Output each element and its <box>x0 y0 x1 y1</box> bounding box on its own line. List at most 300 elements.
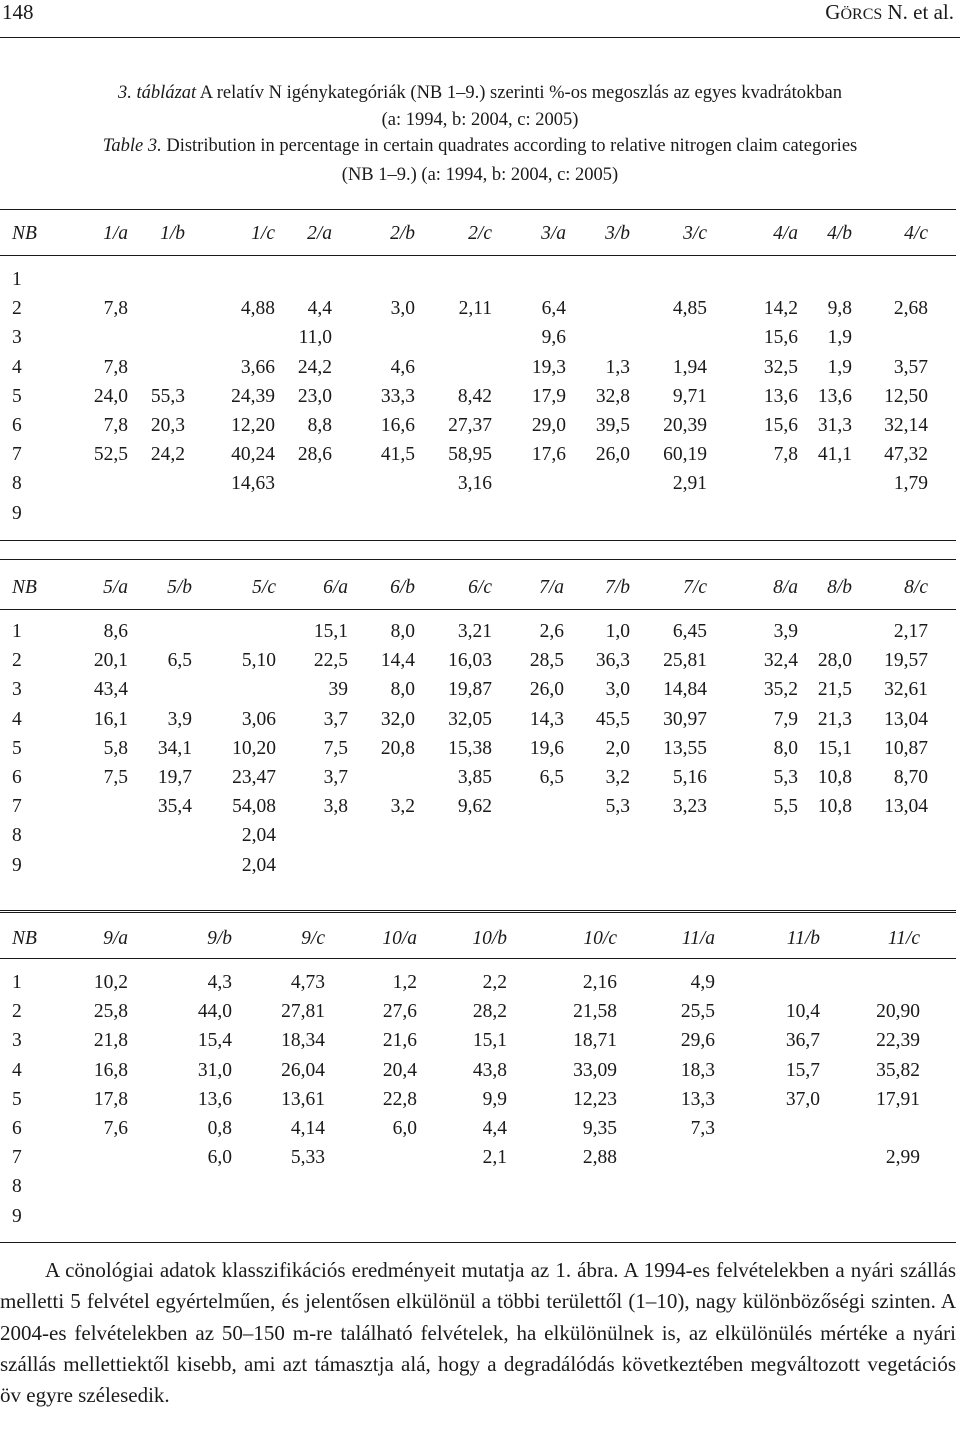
column-header: 1/a <box>103 223 128 244</box>
row-label: 4 <box>12 708 22 730</box>
column-header: NB <box>12 928 37 949</box>
table-row <box>0 796 956 825</box>
table-cell: 24,2 <box>150 444 185 466</box>
table-row <box>0 709 956 738</box>
table-row <box>0 1060 956 1089</box>
table-cell: 20,39 <box>663 415 707 436</box>
table-cell: 18,71 <box>573 1030 617 1052</box>
table-cell: 21,58 <box>573 1001 617 1023</box>
table-cell: 7,8 <box>103 298 128 320</box>
table-cell: 9,62 <box>457 796 492 818</box>
table-row <box>0 503 956 532</box>
table-cell: 10,8 <box>817 796 852 818</box>
table-cell: 15,6 <box>763 415 798 436</box>
table-cell: 3,21 <box>457 621 492 642</box>
table-cell: 19,7 <box>157 767 192 788</box>
table-cell: 58,95 <box>448 444 492 466</box>
row-label: 2 <box>12 298 22 320</box>
table-cell: 2,04 <box>241 825 276 847</box>
table-row <box>0 386 956 415</box>
table-cell: 31,3 <box>817 415 852 436</box>
table-cell: 33,3 <box>380 385 415 407</box>
table-row <box>0 269 956 298</box>
table-cell: 27,81 <box>281 1001 325 1023</box>
table-cell: 6,0 <box>392 1118 417 1139</box>
table-row <box>0 1147 956 1176</box>
table-cell: 35,2 <box>763 679 798 701</box>
table-cell: 3,57 <box>893 356 928 378</box>
table-cell: 19,57 <box>884 650 928 672</box>
table-cell: 20,4 <box>382 1059 417 1081</box>
table-cell: 13,04 <box>884 708 928 730</box>
table-row <box>0 357 956 386</box>
table-cell: 15,6 <box>763 327 798 349</box>
table-cell: 13,3 <box>680 1088 715 1110</box>
table-cell: 8,70 <box>893 767 928 788</box>
table-row <box>0 1206 956 1235</box>
row-label: 1 <box>12 621 22 642</box>
column-header: 4/c <box>904 223 928 244</box>
column-header: 7/b <box>605 577 630 598</box>
column-header: 8/b <box>827 577 852 598</box>
running-head-rest: N. et al. <box>882 0 954 24</box>
table-cell: 4,9 <box>690 972 715 993</box>
table-cell: 55,3 <box>150 385 185 407</box>
column-header: 3/c <box>683 223 707 244</box>
table-cell: 2,99 <box>885 1147 920 1169</box>
table-cell: 41,1 <box>817 444 852 466</box>
table-row <box>0 1001 956 1030</box>
table-cell: 32,5 <box>763 356 798 378</box>
table-cell: 16,8 <box>93 1059 128 1081</box>
table-row <box>0 1030 956 1059</box>
row-label: 7 <box>12 1147 22 1169</box>
running-head-small-caps: ÖRCS <box>840 6 883 23</box>
table-row <box>0 444 956 473</box>
table-cell: 19,87 <box>448 679 492 701</box>
table-cell: 7,8 <box>773 444 798 466</box>
table-cell: 3,7 <box>323 767 348 788</box>
table-cell: 28,5 <box>529 650 564 672</box>
table-cell: 25,5 <box>680 1001 715 1023</box>
table-cell: 4,14 <box>290 1118 325 1139</box>
column-header: 11/b <box>786 928 820 949</box>
table-header-row <box>0 577 956 605</box>
table-cell: 14,3 <box>529 708 564 730</box>
table-cell: 34,1 <box>157 737 192 759</box>
table-bottom-rule <box>0 1242 956 1243</box>
page-header <box>0 0 960 28</box>
row-label: 3 <box>12 679 22 701</box>
table-cell: 16,03 <box>448 650 492 672</box>
table-cell: 4,73 <box>290 972 325 993</box>
table-cell: 13,6 <box>763 385 798 407</box>
table-cell: 16,6 <box>380 415 415 436</box>
table-cell: 28,0 <box>817 650 852 672</box>
column-header: 5/b <box>167 577 192 598</box>
table-cell: 1,9 <box>827 356 852 378</box>
table-cell: 9,9 <box>482 1088 507 1110</box>
table-cell: 15,1 <box>472 1030 507 1052</box>
table-row <box>0 738 956 767</box>
table-cell: 3,06 <box>241 708 276 730</box>
table-cell: 15,7 <box>785 1059 820 1081</box>
table-cell: 10,8 <box>817 767 852 788</box>
table-cell: 12,23 <box>573 1088 617 1110</box>
table-cell: 11,0 <box>298 327 332 349</box>
table-cell: 20,8 <box>380 737 415 759</box>
table-row <box>0 1089 956 1118</box>
table-cell: 2,11 <box>458 298 492 320</box>
table-cell: 13,6 <box>817 385 852 407</box>
table-cell: 2,17 <box>893 621 928 642</box>
table-cell: 16,1 <box>93 708 128 730</box>
row-label: 3 <box>12 1030 22 1052</box>
table-cell: 14,2 <box>763 298 798 320</box>
table-cell: 12,20 <box>231 415 275 436</box>
table-cell: 27,6 <box>382 1001 417 1023</box>
table-cell: 8,42 <box>457 385 492 407</box>
table-row <box>0 767 956 796</box>
table-cell: 20,90 <box>876 1001 920 1023</box>
table-cell: 2,91 <box>672 473 707 495</box>
row-label: 8 <box>12 473 22 495</box>
caption-en-text: Distribution in percentage in certain quadrates according to relative nitrogen claim categories <box>161 136 858 156</box>
table-cell: 9,6 <box>541 327 566 349</box>
table-cell: 9,8 <box>827 298 852 320</box>
table-cell: 45,5 <box>595 708 630 730</box>
table-cell: 27,37 <box>448 415 492 436</box>
table-cell: 22,39 <box>876 1030 920 1052</box>
table-cell: 3,16 <box>457 473 492 495</box>
table-cell: 3,2 <box>390 796 415 818</box>
column-header: 7/c <box>683 577 707 598</box>
table-cell: 4,85 <box>672 298 707 320</box>
table-row <box>0 825 956 854</box>
table-cell: 47,32 <box>884 444 928 466</box>
column-header: 4/a <box>773 223 798 244</box>
table-cell: 8,0 <box>390 679 415 701</box>
table-cell: 4,6 <box>390 356 415 378</box>
table-cell: 4,88 <box>240 298 275 320</box>
column-header: 10/a <box>382 928 417 949</box>
table-header-rule <box>0 609 956 610</box>
table-cell: 32,14 <box>884 415 928 436</box>
table-header-row <box>0 223 956 251</box>
table-row <box>0 298 956 327</box>
row-label: 9 <box>12 854 22 876</box>
table-cell: 1,9 <box>827 327 852 349</box>
table-row <box>0 679 956 708</box>
table-cell: 5,5 <box>773 796 798 818</box>
table-cell: 1,2 <box>392 972 417 993</box>
table-row <box>0 621 956 650</box>
table-header-rule <box>0 255 956 256</box>
column-header: 5/c <box>252 577 276 598</box>
column-header: 10/b <box>472 928 507 949</box>
table-cell: 21,5 <box>817 679 852 701</box>
caption-en-label: Table 3. <box>102 136 162 156</box>
table-caption-en <box>0 133 960 160</box>
table-row <box>0 855 956 884</box>
table-cell: 19,3 <box>531 356 566 378</box>
table-cell: 32,4 <box>763 650 798 672</box>
column-header: 4/b <box>827 223 852 244</box>
table-cell: 9,71 <box>672 385 707 407</box>
table-cell: 18,3 <box>680 1059 715 1081</box>
row-label: 8 <box>12 1176 22 1198</box>
table-cell: 5,10 <box>241 650 276 672</box>
column-header: 2/c <box>468 223 492 244</box>
header-rule <box>0 37 960 38</box>
table-cell: 14,4 <box>380 650 415 672</box>
row-label: 7 <box>12 444 22 466</box>
table-cell: 30,97 <box>663 708 707 730</box>
body-paragraph: A cönológiai adatok klasszifikációs eredményeit mutatja az 1. ábra. A 1994-es felvételekben a nyári szállás melletti 5 felvétel egyértelműen, és jelentősen elkülönül a többi területtől (1–10), nagy különbözőségi szinten. A 2004-es felvételekben az 50–150 m-re található felvételek, ha elkülönülnek is, az elkülönülés mértéke a nyári szállás mellettiektől kisebb, ami azt támasztja alá, hogy a degradálódás következtében megváltozott vegetációs öv egyre szélesedik. <box>0 1258 956 1408</box>
column-header: 9/a <box>103 928 128 949</box>
table-cell: 10,2 <box>93 972 128 993</box>
table-cell: 40,24 <box>231 444 275 466</box>
table-row <box>0 1118 956 1147</box>
table-cell: 21,6 <box>382 1030 417 1052</box>
table-cell: 10,20 <box>232 737 276 759</box>
table-cell: 17,6 <box>531 444 566 466</box>
running-head-initial: G <box>825 0 841 24</box>
table-cell: 15,1 <box>313 621 348 642</box>
column-header: 7/a <box>539 577 564 598</box>
table-cell: 4,3 <box>207 972 232 993</box>
table-cell: 18,34 <box>281 1030 325 1052</box>
table-cell: 3,0 <box>390 298 415 320</box>
table-cell: 44,0 <box>197 1001 232 1023</box>
table-cell: 5,33 <box>290 1147 325 1169</box>
table-cell: 36,7 <box>785 1030 820 1052</box>
table-cell: 24,2 <box>297 356 332 378</box>
column-header: 6/a <box>323 577 348 598</box>
table-cell: 32,0 <box>380 708 415 730</box>
table-top-rule <box>0 209 956 210</box>
table-cell: 39 <box>328 679 348 701</box>
table-cell: 21,3 <box>817 708 852 730</box>
running-head <box>825 0 954 25</box>
table-top-rule <box>0 912 956 913</box>
table-cell: 17,8 <box>93 1088 128 1110</box>
table-cell: 2,2 <box>482 972 507 993</box>
table-cell: 24,0 <box>93 385 128 407</box>
column-header: 6/c <box>468 577 492 598</box>
row-label: 2 <box>12 650 22 672</box>
table-cell: 52,5 <box>93 444 128 466</box>
table-row <box>0 473 956 502</box>
table-cell: 7,8 <box>103 356 128 378</box>
table-cell: 2,68 <box>893 298 928 320</box>
table-cell: 3,7 <box>323 708 348 730</box>
table-cell: 2,04 <box>241 854 276 876</box>
table-cell: 3,9 <box>167 708 192 730</box>
table-cell: 7,9 <box>773 708 798 730</box>
table-cell: 20,1 <box>93 650 128 672</box>
table-cell: 12,50 <box>884 385 928 407</box>
column-header: 3/b <box>605 223 630 244</box>
table-cell: 2,6 <box>539 621 564 642</box>
table-cell: 54,08 <box>232 796 276 818</box>
table-cell: 9,35 <box>582 1118 617 1139</box>
row-label: 1 <box>12 972 22 993</box>
row-label: 5 <box>12 1088 22 1110</box>
table-cell: 8,6 <box>103 621 128 642</box>
table-cell: 3,66 <box>240 356 275 378</box>
table-cell: 32,8 <box>595 385 630 407</box>
row-label: 3 <box>12 327 22 349</box>
caption-hu-text2: (a: 1994, b: 2004, c: 2005) <box>381 110 579 130</box>
row-label: 5 <box>12 737 22 759</box>
row-label: 9 <box>12 502 22 524</box>
row-label: 5 <box>12 385 22 407</box>
table-cell: 8,8 <box>307 415 332 436</box>
table-cell: 10,4 <box>785 1001 820 1023</box>
table-cell: 3,0 <box>605 679 630 701</box>
table-cell: 1,3 <box>605 356 630 378</box>
table-cell: 26,04 <box>281 1059 325 1081</box>
table-cell: 32,61 <box>884 679 928 701</box>
table-cell: 14,63 <box>231 473 275 495</box>
table-cell: 2,16 <box>582 972 617 993</box>
table-cell: 3,8 <box>323 796 348 818</box>
table-cell: 23,47 <box>232 767 276 788</box>
table-cell: 43,4 <box>93 679 128 701</box>
table-row <box>0 972 956 1001</box>
column-header: NB <box>12 577 37 598</box>
table-cell: 19,6 <box>529 737 564 759</box>
row-label: 2 <box>12 1001 22 1023</box>
column-header: 9/c <box>301 928 325 949</box>
table-block-1 <box>0 209 956 541</box>
table-cell: 0,8 <box>207 1118 232 1139</box>
table-caption-en-line2 <box>0 162 960 189</box>
table-cell: 15,1 <box>817 737 852 759</box>
table-header-rule <box>0 958 956 959</box>
table-block-2 <box>0 559 956 891</box>
table-cell: 2,0 <box>605 737 630 759</box>
table-cell: 5,8 <box>103 737 128 759</box>
caption-hu-label: 3. táblázat <box>118 83 197 103</box>
row-label: 1 <box>12 269 22 290</box>
caption-hu-text: A relatív N igénykategóriák (NB 1–9.) szerinti %-os megoszlás az egyes kvadrátokban <box>196 83 842 103</box>
row-label: 4 <box>12 1059 22 1081</box>
table-cell: 25,81 <box>663 650 707 672</box>
table-cell: 20,3 <box>150 415 185 436</box>
table-cell: 7,8 <box>103 415 128 436</box>
table-cell: 1,94 <box>672 356 707 378</box>
column-header: 2/b <box>390 223 415 244</box>
table-row <box>0 1176 956 1205</box>
table-cell: 31,0 <box>197 1059 232 1081</box>
table-cell: 8,0 <box>773 737 798 759</box>
table-cell: 3,23 <box>672 796 707 818</box>
column-header: 5/a <box>103 577 128 598</box>
table-cell: 15,38 <box>448 737 492 759</box>
table-cell: 7,5 <box>323 737 348 759</box>
column-header: 8/c <box>904 577 928 598</box>
table-cell: 41,5 <box>380 444 415 466</box>
table-cell: 32,05 <box>448 708 492 730</box>
column-header: 11/c <box>887 928 920 949</box>
row-label: 9 <box>12 1205 22 1227</box>
table-cell: 33,09 <box>573 1059 617 1081</box>
table-cell: 28,2 <box>472 1001 507 1023</box>
table-bottom-rule <box>0 910 956 911</box>
table-cell: 13,6 <box>197 1088 232 1110</box>
table-cell: 6,0 <box>207 1147 232 1169</box>
table-cell: 3,85 <box>457 767 492 788</box>
column-header: 1/b <box>160 223 185 244</box>
row-label: 8 <box>12 825 22 847</box>
table-cell: 43,8 <box>472 1059 507 1081</box>
table-cell: 13,04 <box>884 796 928 818</box>
row-label: 6 <box>12 415 22 436</box>
table-cell: 26,0 <box>529 679 564 701</box>
table-cell: 6,5 <box>539 767 564 788</box>
column-header: 9/b <box>207 928 232 949</box>
table-cell: 35,4 <box>157 796 192 818</box>
table-cell: 29,0 <box>531 415 566 436</box>
table-bottom-rule <box>0 540 956 541</box>
column-header: 11/a <box>681 928 715 949</box>
table-cell: 28,6 <box>297 444 332 466</box>
table-row <box>0 650 956 679</box>
table-cell: 39,5 <box>595 415 630 436</box>
table-cell: 6,4 <box>541 298 566 320</box>
table-cell: 1,79 <box>893 473 928 495</box>
table-cell: 4,4 <box>307 298 332 320</box>
table-cell: 17,91 <box>876 1088 920 1110</box>
caption-en-text2: (NB 1–9.) (a: 1994, b: 2004, c: 2005) <box>341 165 619 185</box>
table-cell: 5,3 <box>605 796 630 818</box>
table-cell: 24,39 <box>231 385 275 407</box>
table-cell: 7,5 <box>103 767 128 788</box>
page-number: 148 <box>2 0 34 24</box>
table-cell: 22,8 <box>382 1088 417 1110</box>
table-cell: 21,8 <box>93 1030 128 1052</box>
column-header: 2/a <box>307 223 332 244</box>
row-label: 6 <box>12 767 22 788</box>
table-row <box>0 327 956 356</box>
table-cell: 3,2 <box>605 767 630 788</box>
table-cell: 7,3 <box>690 1118 715 1139</box>
table-cell: 4,4 <box>482 1118 507 1139</box>
table-cell: 22,5 <box>313 650 348 672</box>
table-cell: 5,16 <box>672 767 707 788</box>
table-block-3 <box>0 912 956 1244</box>
table-cell: 6,5 <box>167 650 192 672</box>
table-cell: 6,45 <box>672 621 707 642</box>
table-cell: 14,84 <box>663 679 707 701</box>
table-cell: 7,6 <box>103 1118 128 1139</box>
column-header: NB <box>12 223 37 244</box>
table-cell: 2,88 <box>582 1147 617 1169</box>
table-cell: 29,6 <box>680 1030 715 1052</box>
table-caption-hu-line2 <box>0 107 960 134</box>
column-header: 8/a <box>773 577 798 598</box>
table-cell: 37,0 <box>785 1088 820 1110</box>
table-caption-hu <box>0 80 960 107</box>
table-header-row <box>0 928 956 956</box>
table-cell: 17,9 <box>531 385 566 407</box>
table-top-rule <box>0 559 956 560</box>
table-row <box>0 415 956 444</box>
table-cell: 60,19 <box>663 444 707 466</box>
table-cell: 1,0 <box>605 621 630 642</box>
